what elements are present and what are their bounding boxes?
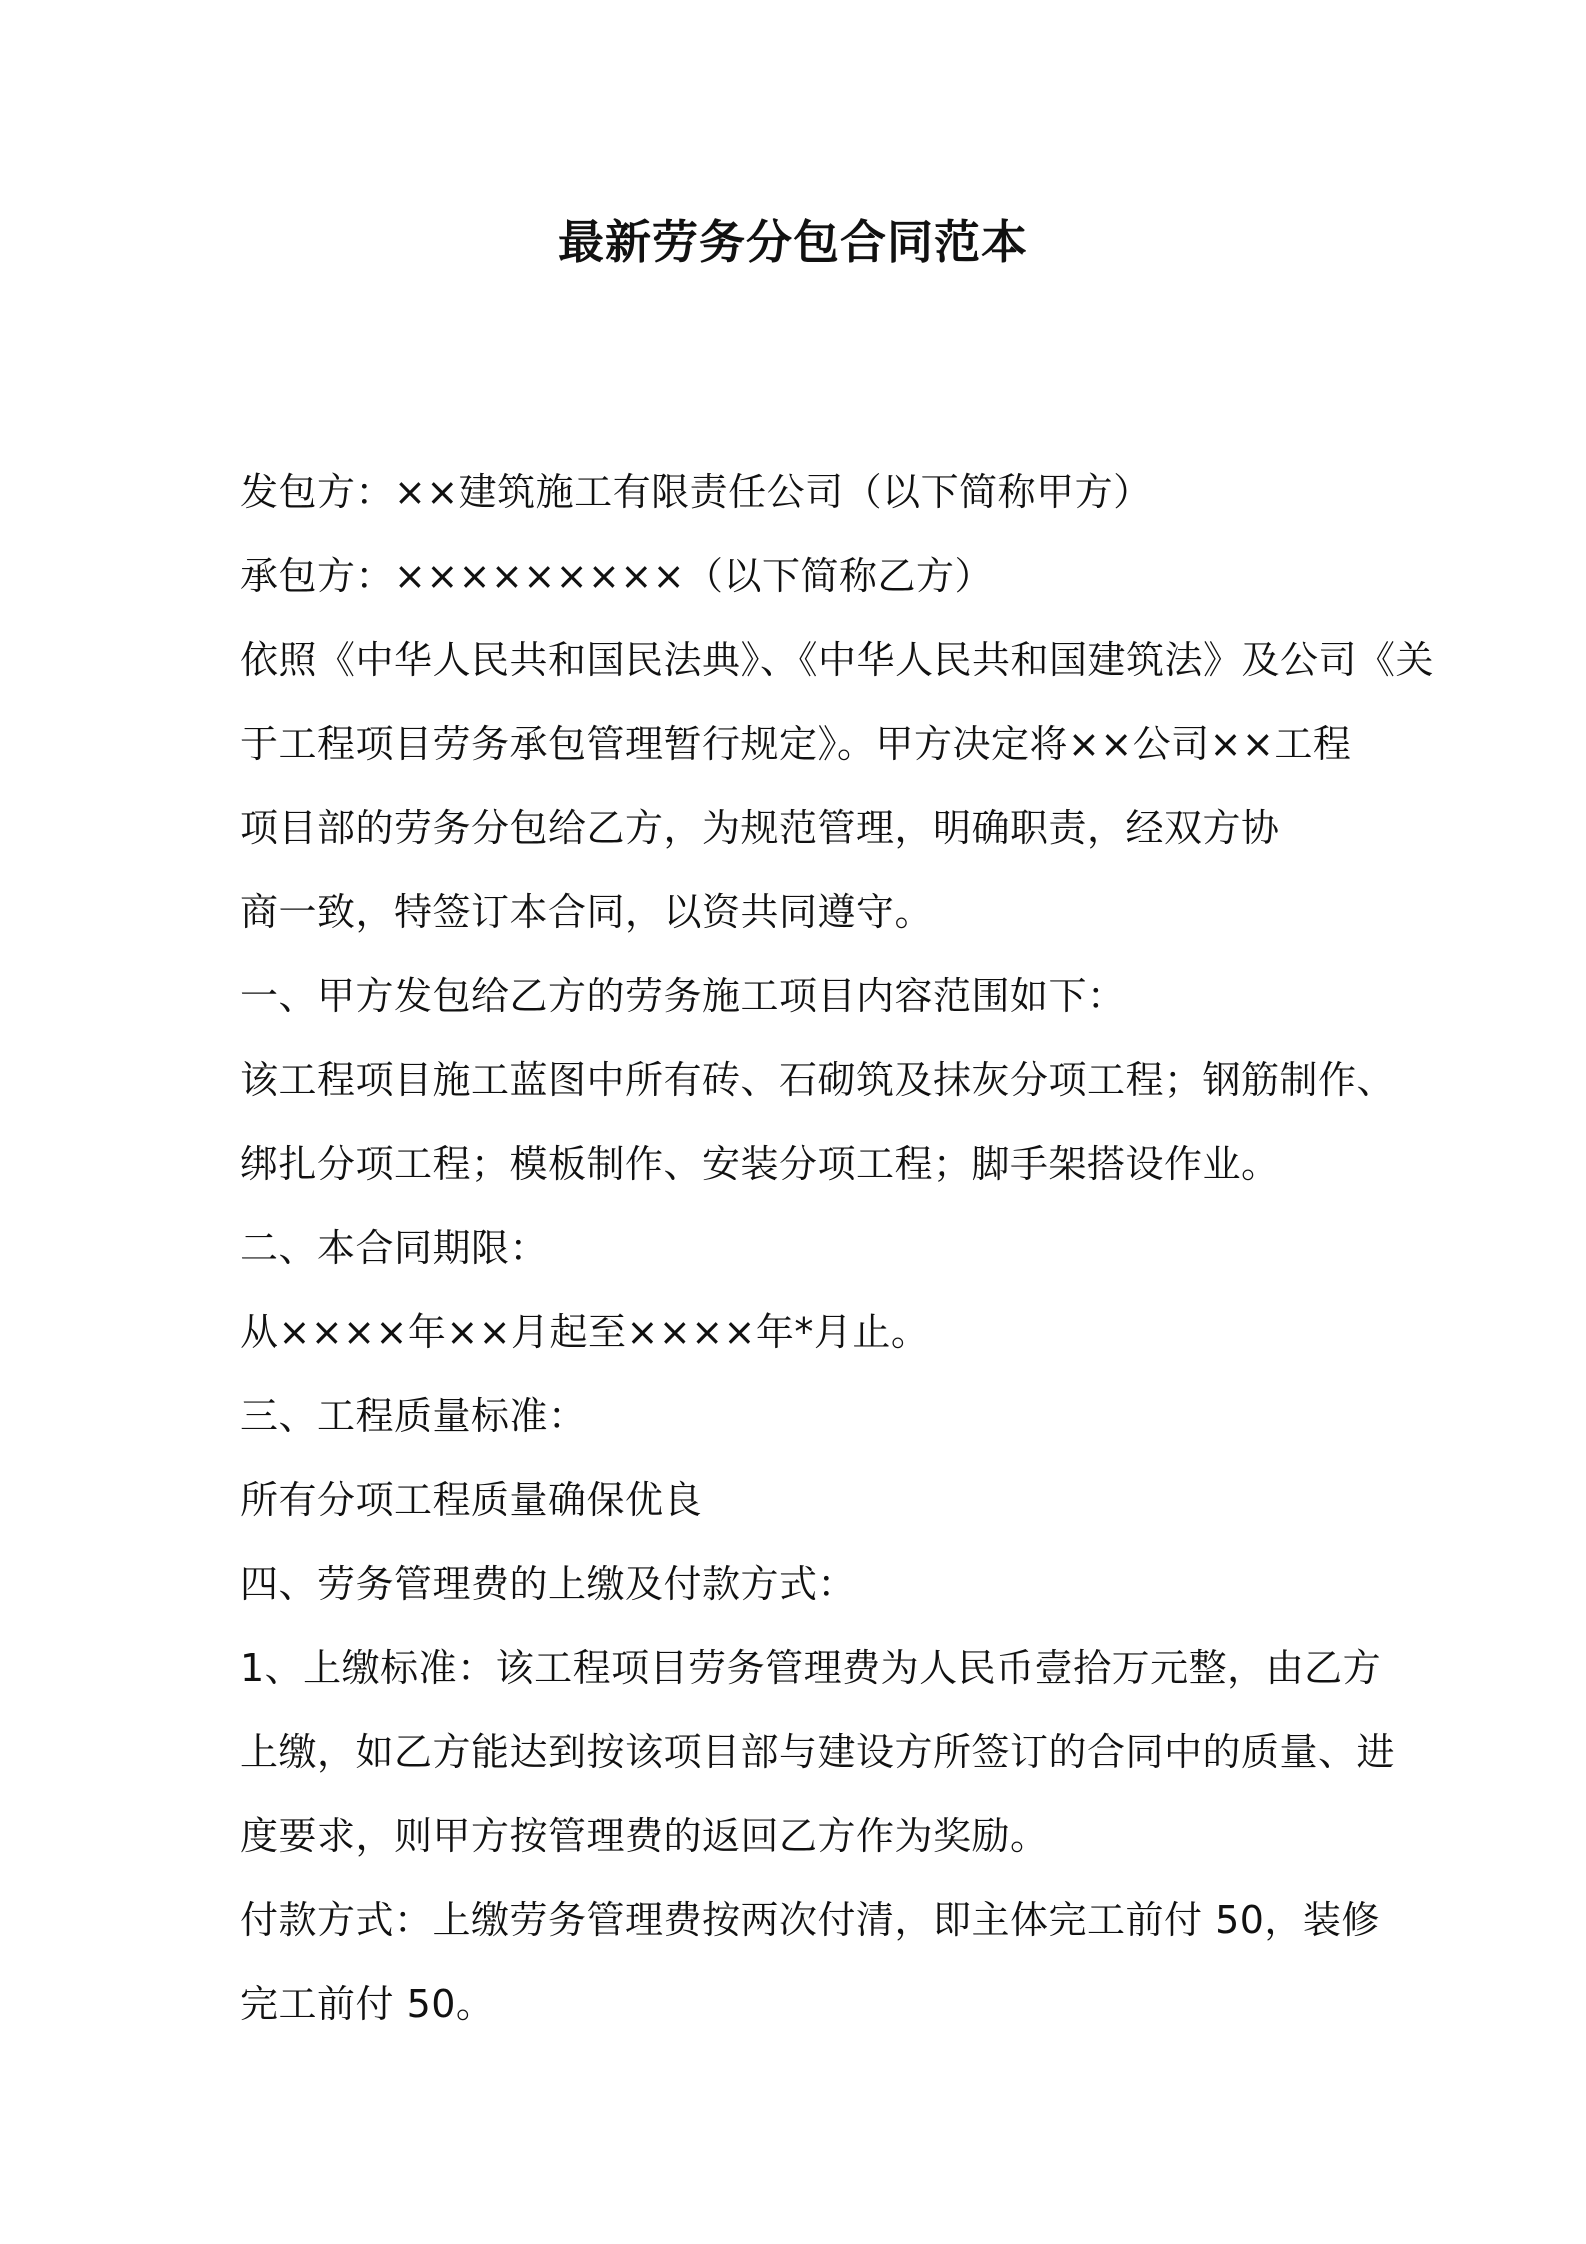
body-paragraph-line: 1、上缴标准：该工程项目劳务管理费为人民币壹拾万元整，由乙方 (240, 1646, 1382, 1690)
body-paragraph-line: 完工前付 50。 (240, 1982, 495, 2026)
section-heading: 一、甲方发包给乙方的劳务施工项目内容范围如下： (240, 974, 1126, 1018)
body-paragraph-line: 该工程项目施工蓝图中所有砖、石砌筑及抹灰分项工程；钢筋制作、 (240, 1058, 1396, 1102)
body-paragraph-line: 付款方式：上缴劳务管理费按两次付清，即主体完工前付 50，装修 (240, 1898, 1380, 1942)
section-heading: 四、劳务管理费的上缴及付款方式： (240, 1562, 857, 1606)
contract-party-b: 承包方：×××××××××（以下简称乙方） (240, 554, 994, 598)
body-paragraph-line: 商一致，特签订本合同，以资共同遵守。 (240, 890, 934, 934)
body-paragraph-line: 项目部的劳务分包给乙方，为规范管理，明确职责，经双方协 (240, 806, 1280, 850)
body-paragraph-line: 度要求，则甲方按管理费的返回乙方作为奖励。 (240, 1814, 1049, 1858)
body-paragraph-line: 从××××年××月起至××××年*月止。 (240, 1310, 930, 1354)
document-title: 最新劳务分包合同范本 (558, 215, 1028, 269)
section-heading: 二、本合同期限： (240, 1226, 549, 1270)
contract-party-a: 发包方：××建筑施工有限责任公司（以下简称甲方） (240, 470, 1152, 514)
section-heading: 三、工程质量标准： (240, 1394, 587, 1438)
document-body (240, 450, 1435, 2046)
body-paragraph-line: 所有分项工程质量确保优良 (240, 1478, 703, 1522)
body-paragraph-line: 于工程项目劳务承包管理暂行规定》。甲方决定将××公司××工程 (240, 722, 1352, 766)
body-paragraph-line: 上缴，如乙方能达到按该项目部与建设方所签订的合同中的质量、进 (240, 1730, 1396, 1774)
body-paragraph-line: 绑扎分项工程；模板制作、安装分项工程；脚手架搭设作业。 (240, 1142, 1280, 1186)
body-paragraph-line: 依照《中华人民共和国民法典》、《中华人民共和国建筑法》及公司《关 (240, 638, 1435, 682)
